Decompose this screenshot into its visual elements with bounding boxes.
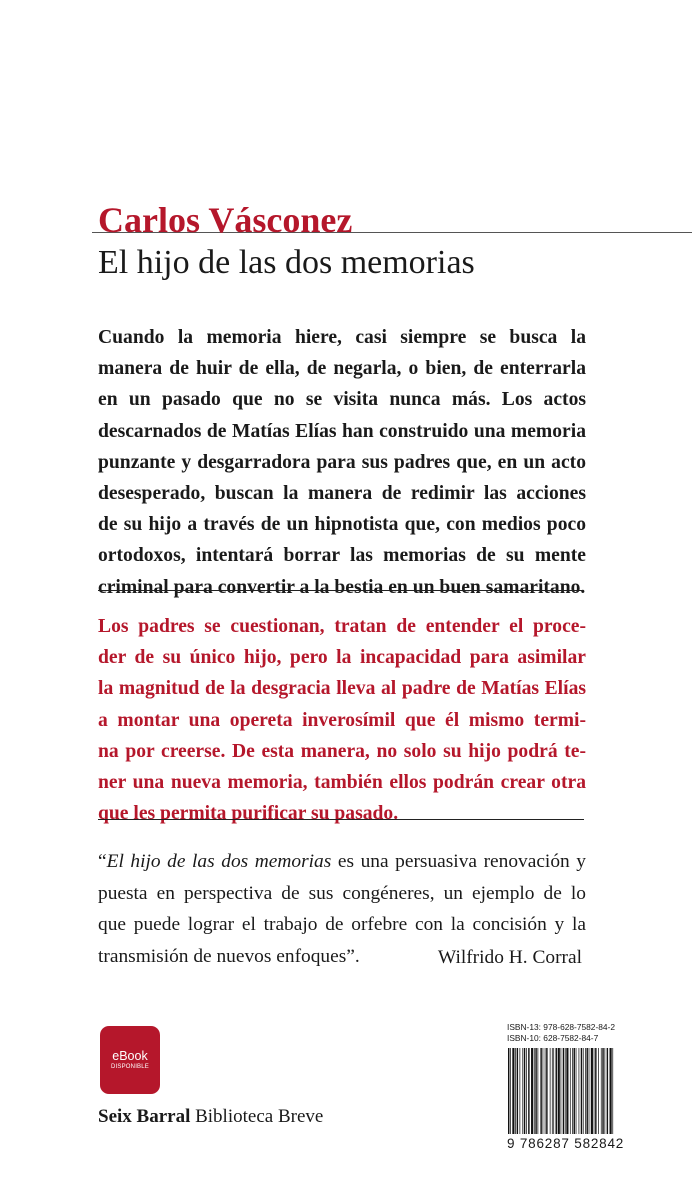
divider	[98, 819, 584, 820]
synopsis-line: punzante y desgarradora para sus padres que, en un acto	[98, 451, 586, 473]
synopsis-line: desesperado, buscan la manera de redimir las acciones	[98, 483, 586, 505]
synopsis-line: criminal para convertir a la bestia en un buen samaritano.	[98, 576, 586, 598]
barcode-digits: 9 786287 582842	[507, 1136, 625, 1151]
synopsis-line: ortodoxos, intentará borrar las memorias de su mente	[98, 545, 586, 567]
ebook-sublabel: DISPONIBLE	[110, 1063, 149, 1070]
quote-author: Wilfrido H. Corral	[437, 947, 582, 968]
synopsis-highlight-line: na por creerse. De esta manera, no solo su hijo podrá te-	[98, 740, 586, 762]
synopsis-highlight-line: la magnitud de la desgracia lleva al padre de Matías Elías	[98, 678, 586, 700]
publisher-imprint: Seix Barral	[98, 1106, 191, 1127]
synopsis-highlight-line: que les permita purificar su pasado.	[98, 803, 399, 825]
synopsis-paragraph-highlight	[98, 611, 586, 829]
isbn-13: ISBN-13: 978-628-7582-84-2	[507, 1022, 616, 1032]
synopsis-highlight-line: der de su único hijo, pero la incapacidad para asimilar	[98, 647, 586, 669]
ebook-badge	[100, 1026, 160, 1094]
quote-line: que puede lograr el trabajo de orfebre con la concisión y la	[98, 914, 586, 935]
isbn-10: ISBN-10: 628-7582-84-7	[507, 1033, 599, 1043]
publisher-collection: Biblioteca Breve	[195, 1106, 324, 1127]
synopsis-line: en un pasado que no se visita nunca más. Los actos	[98, 389, 586, 411]
synopsis-highlight-line: a montar una opereta inverosímil que él mismo termi-	[98, 709, 586, 731]
synopsis-highlight-line: ner una nueva memoria, también ellos podrán crear otra	[98, 772, 586, 794]
book-title: El hijo de las dos memorias	[98, 244, 475, 281]
author-name: Carlos Vásconez	[98, 200, 353, 240]
quote-line: transmisión de nuevos enfoques”.	[98, 945, 360, 967]
divider	[98, 590, 584, 591]
ebook-label: eBook	[112, 1048, 148, 1063]
quote-open-mark: “	[98, 851, 107, 872]
synopsis-line: de su hijo a través de un hipnotista que, con medios poco	[98, 514, 586, 536]
quote-line: puesta en perspectiva de sus congéneres, un ejemplo de lo	[98, 882, 586, 904]
barcode-icon	[507, 1048, 614, 1134]
isbn-block	[507, 1022, 614, 1044]
publisher-line	[98, 1105, 323, 1129]
synopsis-paragraph	[98, 322, 586, 603]
synopsis-line: descarnados de Matías Elías han construido una memoria	[98, 420, 586, 442]
synopsis-highlight-line: Los padres se cuestionan, tratan de entender el proce-	[98, 616, 586, 637]
synopsis-line: manera de huir de ella, de negarla, o bien, de enterrarla	[98, 358, 586, 380]
quote-line-rest: es una persuasiva renovación y	[331, 851, 586, 872]
synopsis-line: Cuando la memoria hiere, casi siempre se busca la	[98, 327, 586, 348]
quote-italic-title: El hijo de las dos memorias	[106, 851, 332, 872]
